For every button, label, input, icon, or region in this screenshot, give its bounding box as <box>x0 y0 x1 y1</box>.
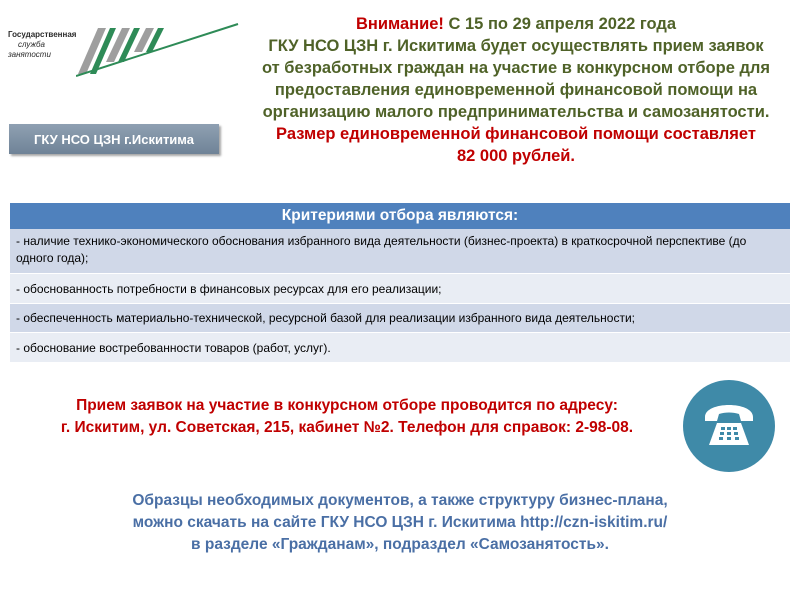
criteria-item: - обоснование востребованности товаров (работ, услуг). <box>10 333 790 363</box>
announcement-line-1: ГКУ НСО ЦЗН г. Искитима будет осуществлять прием заявок <box>268 37 764 55</box>
footer-line-3: в разделе «Гражданам», подраздел «Самозанятость». <box>191 536 609 553</box>
criteria-table <box>10 203 790 363</box>
criteria-item: - обоснованность потребности в финансовых ресурсах для его реализации; <box>10 274 790 304</box>
amount-line-2: 82 000 рублей. <box>456 147 576 165</box>
phone-icon <box>683 380 775 472</box>
footer-line-1: Образцы необходимых документов, а также структуру бизнес-плана, <box>132 492 668 509</box>
amount-line-1: Размер единовременной финансовой помощи составляет <box>276 125 756 143</box>
address-line-1: Прием заявок на участие в конкурсном отборе проводится по адресу: <box>76 397 618 414</box>
announcement-dates: С 15 по 29 апреля 2022 года <box>443 15 677 33</box>
criteria-item: - обеспеченность материально-технической, ресурсной базой для реализации избранного вида деятельности; <box>10 304 790 333</box>
logo-line-3: занятости <box>8 50 51 59</box>
logo-line-1: Государственная <box>8 30 77 39</box>
footer-line-2: можно скачать на сайте ГКУ НСО ЦЗН г. Искитима http://czn-iskitim.ru/ <box>132 514 668 531</box>
employment-service-logo <box>8 20 240 80</box>
announcement-line-3: предоставления единовременной финансовой помощи на <box>274 81 758 99</box>
logo-line-2: служба <box>18 40 45 49</box>
logo-stripes-icon <box>76 22 240 78</box>
announcement-line-4: организацию малого предпринимательства и самозанятости. <box>262 103 770 121</box>
announcement <box>238 13 794 167</box>
application-address <box>14 395 680 439</box>
attention-label: Внимание! <box>355 15 444 33</box>
criteria-item: - наличие технико-экономического обоснования избранного вида деятельности (бизнес-проекта) в краткосрочной перспективе (до одного года); <box>10 229 790 274</box>
announcement-line-2: от безработных граждан на участие в конкурсном отборе для <box>261 59 771 77</box>
criteria-header: Критериями отбора являются: <box>10 203 790 229</box>
address-line-2: г. Искитим, ул. Советская, 215, кабинет №2. Телефон для справок: 2-98-08. <box>60 419 634 436</box>
footer-note <box>30 490 770 556</box>
org-label: ГКУ НСО ЦЗН г.Искитима <box>9 124 219 154</box>
logo-text <box>8 30 76 60</box>
announcement-dates-line <box>238 13 794 35</box>
